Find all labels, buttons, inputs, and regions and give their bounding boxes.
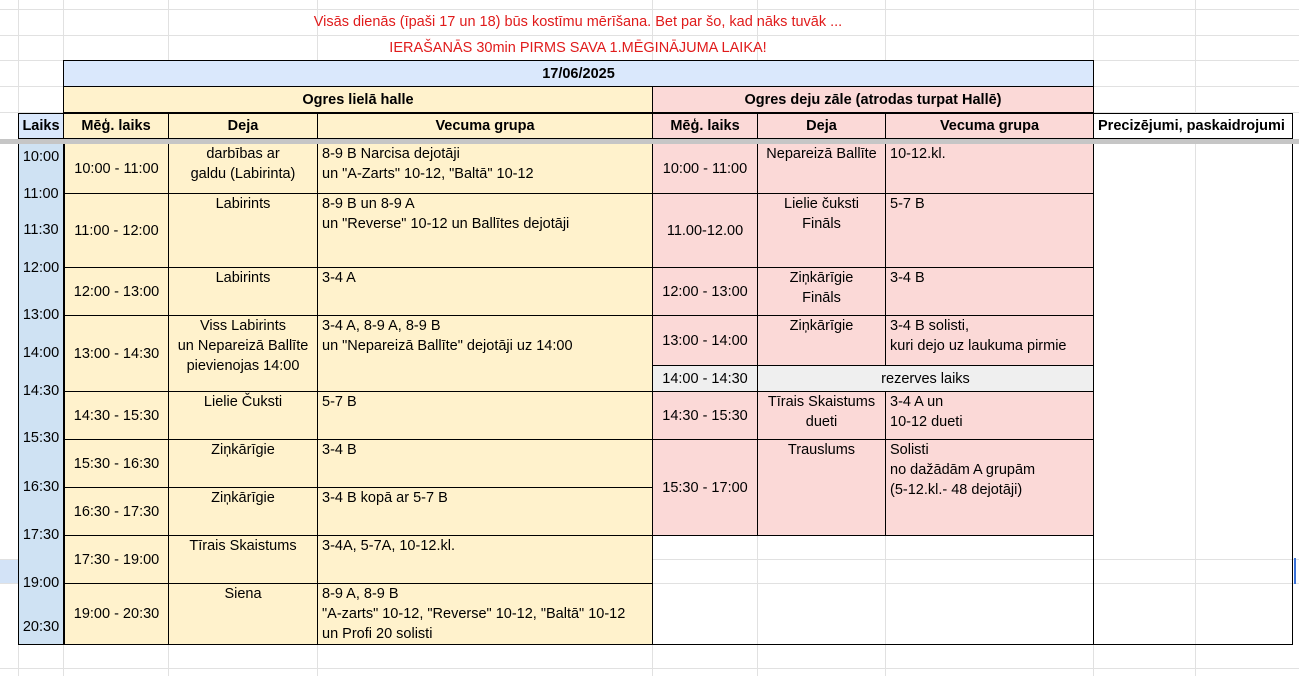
text-line: Ziņkārīgie <box>211 490 275 506</box>
left-dance[interactable] <box>169 316 318 392</box>
time-tick: 12:00 <box>22 260 60 276</box>
text-line: 10-12.kl. <box>890 146 946 162</box>
left-dance[interactable] <box>169 536 318 584</box>
left-reh-time[interactable]: 12:00 - 13:00 <box>64 268 169 316</box>
text-line: Trauslums <box>787 442 856 458</box>
left-age-group[interactable] <box>318 536 653 584</box>
left-dance[interactable] <box>169 584 318 645</box>
time-tick: 11:00 <box>23 186 59 202</box>
text-line: "A-zarts" 10-12, "Reverse" 10-12, "Baltā" 10-12 <box>322 606 626 622</box>
left-age-group[interactable] <box>318 268 653 316</box>
text-line: un Profi 20 solisti <box>322 626 433 642</box>
left-dance[interactable] <box>169 440 318 488</box>
left-reh-time[interactable]: 15:30 - 16:30 <box>64 440 169 488</box>
time-tick: 11:30 <box>23 222 59 238</box>
right-age-group[interactable] <box>886 268 1094 316</box>
col-header-right-age: Vecuma grupa <box>886 113 1094 139</box>
left-reh-time[interactable]: 14:30 - 15:30 <box>64 392 169 440</box>
time-tick: 13:00 <box>22 307 60 323</box>
text-line: 3-4 B kopā ar 5-7 B <box>322 490 448 506</box>
selection-edge-marker <box>1294 558 1299 584</box>
left-age-group[interactable] <box>318 316 653 392</box>
right-age-group[interactable] <box>886 144 1094 194</box>
right-reh-time[interactable]: 11.00-12.00 <box>653 194 758 268</box>
left-dance[interactable] <box>169 392 318 440</box>
left-reh-time[interactable]: 17:30 - 19:00 <box>64 536 169 584</box>
venue-right-header: Ogres deju zāle (atrodas turpat Hallē) <box>653 87 1094 113</box>
right-reh-time[interactable]: 10:00 - 11:00 <box>653 144 758 194</box>
right-reh-time[interactable]: 15:30 - 17:00 <box>653 440 758 536</box>
notice-line-1: Visās dienās (īpaši 17 un 18) būs kostīmu mērīšana. Bet par šo, kad nāks tuvāk ... <box>313 14 843 30</box>
row-header-highlight <box>0 560 18 583</box>
text-line: 8-9 A, 8-9 B <box>322 586 399 602</box>
text-line: galdu (Labirinta) <box>190 166 296 182</box>
right-reh-time[interactable]: 12:00 - 13:00 <box>653 268 758 316</box>
time-tick: 17:30 <box>22 527 60 543</box>
text-line: Tīrais Skaistums <box>189 538 297 554</box>
text-line: no dažādām A grupām <box>890 462 1036 478</box>
right-age-group[interactable] <box>886 440 1094 536</box>
text-line: pievienojas 14:00 <box>186 358 300 374</box>
text-line: 3-4 A un <box>890 394 944 410</box>
time-tick: 14:00 <box>22 345 60 361</box>
text-line: un "Nepareizā Ballīte" dejotāji uz 14:00 <box>322 338 573 354</box>
left-reh-time[interactable]: 10:00 - 11:00 <box>64 144 169 194</box>
text-line: 3-4 B <box>890 270 925 286</box>
right-reh-time[interactable]: 14:30 - 15:30 <box>653 392 758 440</box>
right-dance[interactable] <box>758 144 886 194</box>
text-line: 3-4 B <box>322 442 357 458</box>
time-tick: 15:30 <box>22 430 60 446</box>
right-reh-time[interactable]: 13:00 - 14:00 <box>653 316 758 366</box>
text-line: Ziņkārīgie <box>211 442 275 458</box>
text-line: un "A-Zarts" 10-12, "Baltā" 10-12 <box>322 166 534 182</box>
text-line: Labirints <box>215 196 271 212</box>
right-dance[interactable] <box>758 194 886 268</box>
text-line: 5-7 B <box>890 196 925 212</box>
text-line: 10-12 dueti <box>890 414 963 430</box>
text-line: Ziņkārīgie <box>789 270 854 286</box>
col-header-right-reh-time: Mēģ. laiks <box>653 113 758 139</box>
text-line: kuri dejo uz laukuma pirmie <box>890 338 1067 354</box>
text-line: Ziņkārīgie <box>789 318 854 334</box>
right-age-group[interactable] <box>886 316 1094 366</box>
text-line: darbības ar <box>206 146 280 162</box>
date-header: 17/06/2025 <box>63 60 1094 87</box>
right-age-group[interactable] <box>886 194 1094 268</box>
text-line: Fināls <box>802 290 841 306</box>
text-line: 3-4 A, 8-9 A, 8-9 B <box>322 318 441 334</box>
left-age-group[interactable] <box>318 584 653 645</box>
time-tick: 19:00 <box>22 575 60 591</box>
text-line: Fināls <box>802 216 841 232</box>
text-line: un Nepareizā Ballīte <box>177 338 309 354</box>
left-dance[interactable] <box>169 144 318 194</box>
col-header-right-dance: Deja <box>758 113 886 139</box>
left-age-group[interactable] <box>318 144 653 194</box>
venue-left-header: Ogres lielā halle <box>63 87 653 113</box>
left-dance[interactable] <box>169 194 318 268</box>
left-dance[interactable] <box>169 488 318 536</box>
left-age-group[interactable] <box>318 392 653 440</box>
left-age-group[interactable] <box>318 440 653 488</box>
right-dance[interactable] <box>758 316 886 366</box>
left-reh-time[interactable]: 19:00 - 20:30 <box>64 584 169 645</box>
right-empty-area[interactable] <box>652 536 1094 645</box>
text-line: 8-9 B Narcisa dejotāji <box>322 146 460 162</box>
right-age-group[interactable] <box>886 392 1094 440</box>
col-header-left-reh-time: Mēģ. laiks <box>64 113 169 139</box>
left-age-group[interactable] <box>318 488 653 536</box>
col-header-left-age: Vecuma grupa <box>318 113 653 139</box>
col-header-laiks: Laiks <box>18 113 64 139</box>
text-line: (5-12.kl.- 48 dejotāji) <box>890 482 1023 498</box>
text-line: 3-4 B solisti, <box>890 318 969 334</box>
right-reserve-time[interactable]: rezerves laiks <box>758 366 1094 392</box>
text-line: dueti <box>805 414 838 430</box>
left-dance[interactable] <box>169 268 318 316</box>
text-line: Viss Labirints <box>200 318 286 334</box>
left-reh-time[interactable]: 16:30 - 17:30 <box>64 488 169 536</box>
time-tick: 20:30 <box>22 619 60 635</box>
right-reh-time[interactable]: 14:00 - 14:30 <box>653 366 758 392</box>
text-line: un "Reverse" 10-12 un Ballītes dejotāji <box>322 216 570 232</box>
text-line: Nepareizā Ballīte <box>766 146 877 162</box>
time-tick: 10:00 <box>22 149 60 165</box>
text-line: Siena <box>224 586 262 602</box>
text-line: Tīrais Skaistums <box>767 394 876 410</box>
text-line: 3-4A, 5-7A, 10-12.kl. <box>322 538 455 554</box>
notes-column[interactable] <box>1093 144 1293 645</box>
time-tick: 16:30 <box>22 479 60 495</box>
text-line: Lielie Čuksti <box>203 394 283 410</box>
right-dance[interactable] <box>758 268 886 316</box>
text-line: Labirints <box>215 270 271 286</box>
left-age-group[interactable] <box>318 194 653 268</box>
left-reh-time[interactable]: 13:00 - 14:30 <box>64 316 169 392</box>
text-line: Solisti <box>890 442 929 458</box>
text-line: Lielie čuksti <box>784 196 859 212</box>
text-line: 5-7 B <box>322 394 357 410</box>
right-dance[interactable] <box>758 440 886 536</box>
col-header-notes: Precizējumi, paskaidrojumi <box>1094 113 1293 139</box>
notice-line-2: IERAŠANĀS 30min PIRMS SAVA 1.MĒGINĀJUMA LAIKA! <box>389 40 767 56</box>
text-line: 3-4 A <box>322 270 356 286</box>
text-line: 8-9 B un 8-9 A <box>322 196 415 212</box>
time-tick: 14:30 <box>22 383 60 399</box>
left-reh-time[interactable]: 11:00 - 12:00 <box>64 194 169 268</box>
col-header-left-dance: Deja <box>169 113 318 139</box>
right-dance[interactable] <box>758 392 886 440</box>
